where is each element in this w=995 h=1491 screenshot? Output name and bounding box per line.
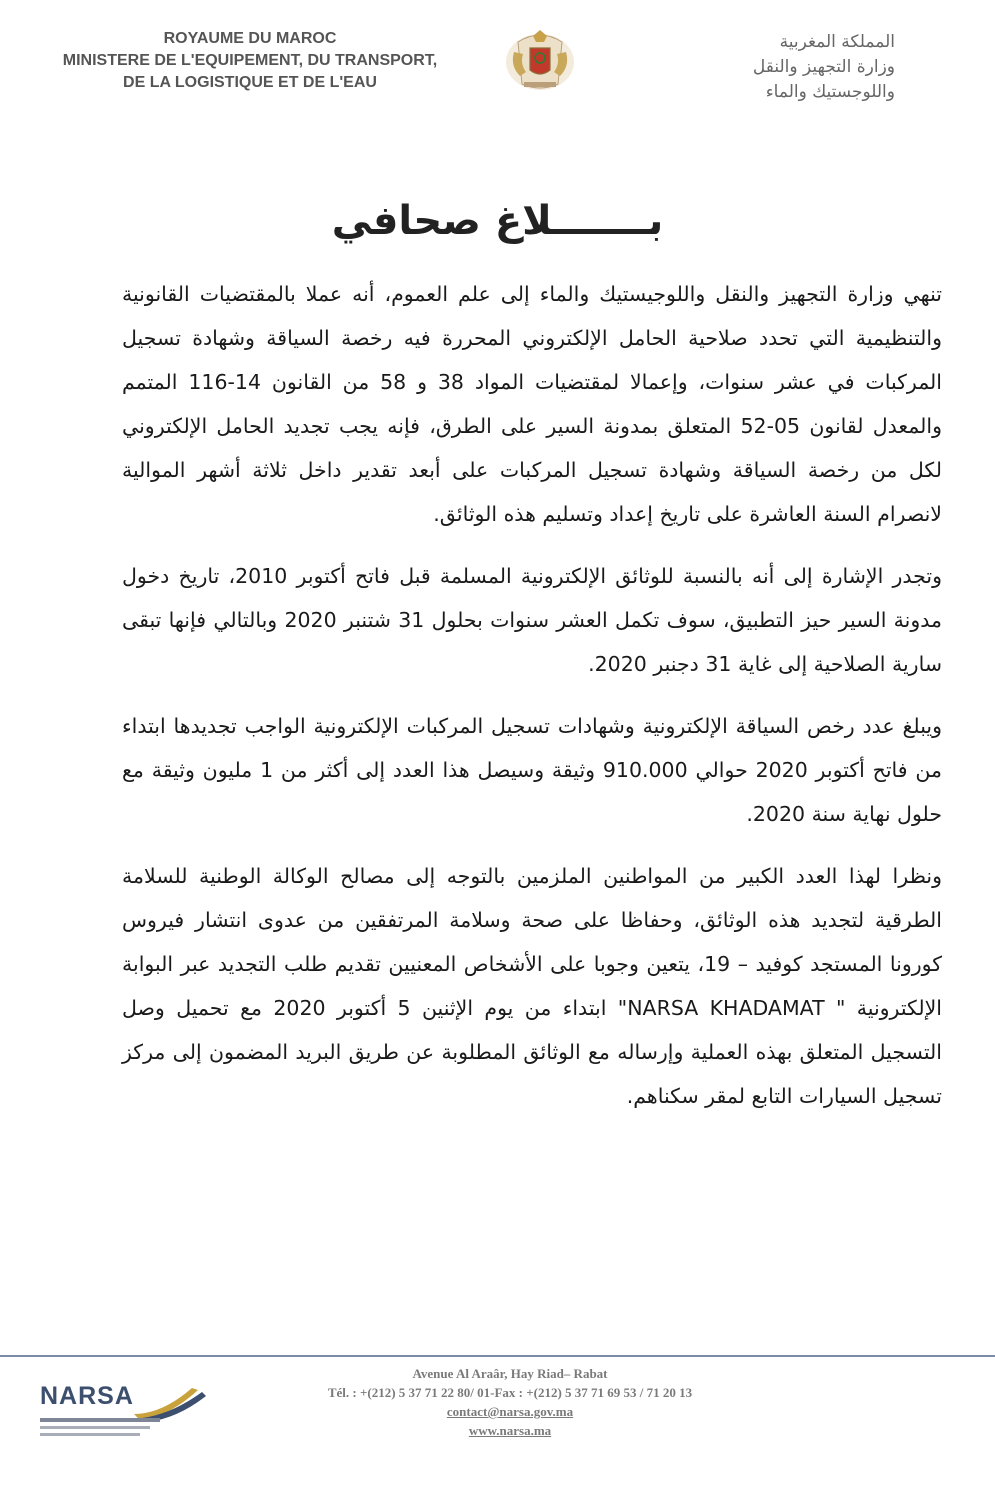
narsa-logo-subtext <box>40 1414 190 1436</box>
header-fr-line-1: ROYAUME DU MAROC <box>163 30 337 47</box>
footer-divider <box>0 1355 995 1357</box>
header-fr-line-3: DE LA LOGISTIQUE ET DE L'EAU <box>123 74 377 91</box>
header-ar-line-2: وزارة التجهيز والنقل <box>752 57 895 77</box>
narsa-logo <box>40 1382 190 1452</box>
footer-website[interactable]: www.narsa.ma <box>468 1423 552 1438</box>
paragraph-1: تنهي وزارة التجهيز والنقل واللوجيستيك والماء إلى علم العموم، أنه عملا بالمقتضيات القانونية والتنظيمية التي تحدد صلاحية الحامل الإلكتروني المحررة فيه رخصة السياقة وشهادة تسجيل المركبات في عشر سنوات، وإعمالا لمقتضيات المواد 38 و 58 من القانون 14-116 المتمم والمعدل لقانون 05-52 المتعلق بمدونة السير على الطرق، فإنه يجب تجديد الحامل الإلكتروني لكل من رخصة السياقة وشهادة تسجيل المركبات على أبعد تقدير داخل ثلاثة أشهر الموالية لانصرام السنة العاشرة على تاريخ إعداد وتسليم هذه الوثائق. <box>122 282 942 526</box>
arabic-header <box>595 30 895 105</box>
press-release-body <box>122 272 942 1136</box>
paragraph-4: ونظرا لهذا العدد الكبير من المواطنين الملزمين بالتوجه إلى مصالح الوكالة الوطنية للسلامة الطرقية لتجديد هذه الوثائق، وحفاظا على صحة وسلامة المرتفقين من عدوى انتشار فيروس كورونا المستجد كوفيد – 19، يتعين وجوبا على الأشخاص المعنيين تقديم طلب التجديد عبر البوابة الإلكترونية " NARSA KHADAMAT" ابتداء من يوم الإثنين 5 أكتوبر 2020 مع تحميل وصل التسجيل المتعلق بهذه العملية وإرساله مع الوثائق المطلوبة عن طريق البريد المضمون إلى مركز تسجيل السيارات التابع لمقر سكناهم. <box>122 864 943 1108</box>
paragraph-2: وتجدر الإشارة إلى أنه بالنسبة للوثائق الإلكترونية المسلمة قبل فاتح أكتوبر 2010، تاريخ دخول مدونة السير حيز التطبيق، سوف تكمل العشر سنوات بحلول 31 شتنبر 2020 وبالتالي فإنها تبقى سارية الصلاحية إلى غاية 31 دجنبر 2020. <box>122 564 942 676</box>
footer-phone: Tél. : +(212) 5 37 71 22 80/ 01-Fax : +(212) 5 37 71 69 53 / 71 20 13 <box>327 1385 693 1400</box>
paragraph-3: ويبلغ عدد رخص السياقة الإلكترونية وشهادات تسجيل المركبات الإلكترونية الواجب تجديدها ابتداء من فاتح أكتوبر 2020 حوالي 910.000 وثيقة وسيصل هذا العدد إلى أكثر من 1 مليون وثيقة مع حلول نهاية سنة 2020. <box>122 714 942 826</box>
contact-footer <box>250 1364 770 1440</box>
page-title: بـــــــلاغ صحافي <box>331 198 664 244</box>
header-fr-line-2: MINISTERE DE L'EQUIPEMENT, DU TRANSPORT, <box>62 52 438 69</box>
footer-email[interactable]: contact@narsa.gov.ma <box>446 1404 574 1419</box>
footer-address: Avenue Al Araâr, Hay Riad– Rabat <box>412 1366 608 1381</box>
header-ar-line-3: واللوجستيك والماء <box>765 82 895 102</box>
coat-of-arms-icon <box>500 22 580 94</box>
narsa-logo-text: NARSA <box>40 1382 134 1410</box>
french-header <box>40 28 460 94</box>
header-ar-line-1: المملكة المغربية <box>779 32 895 52</box>
